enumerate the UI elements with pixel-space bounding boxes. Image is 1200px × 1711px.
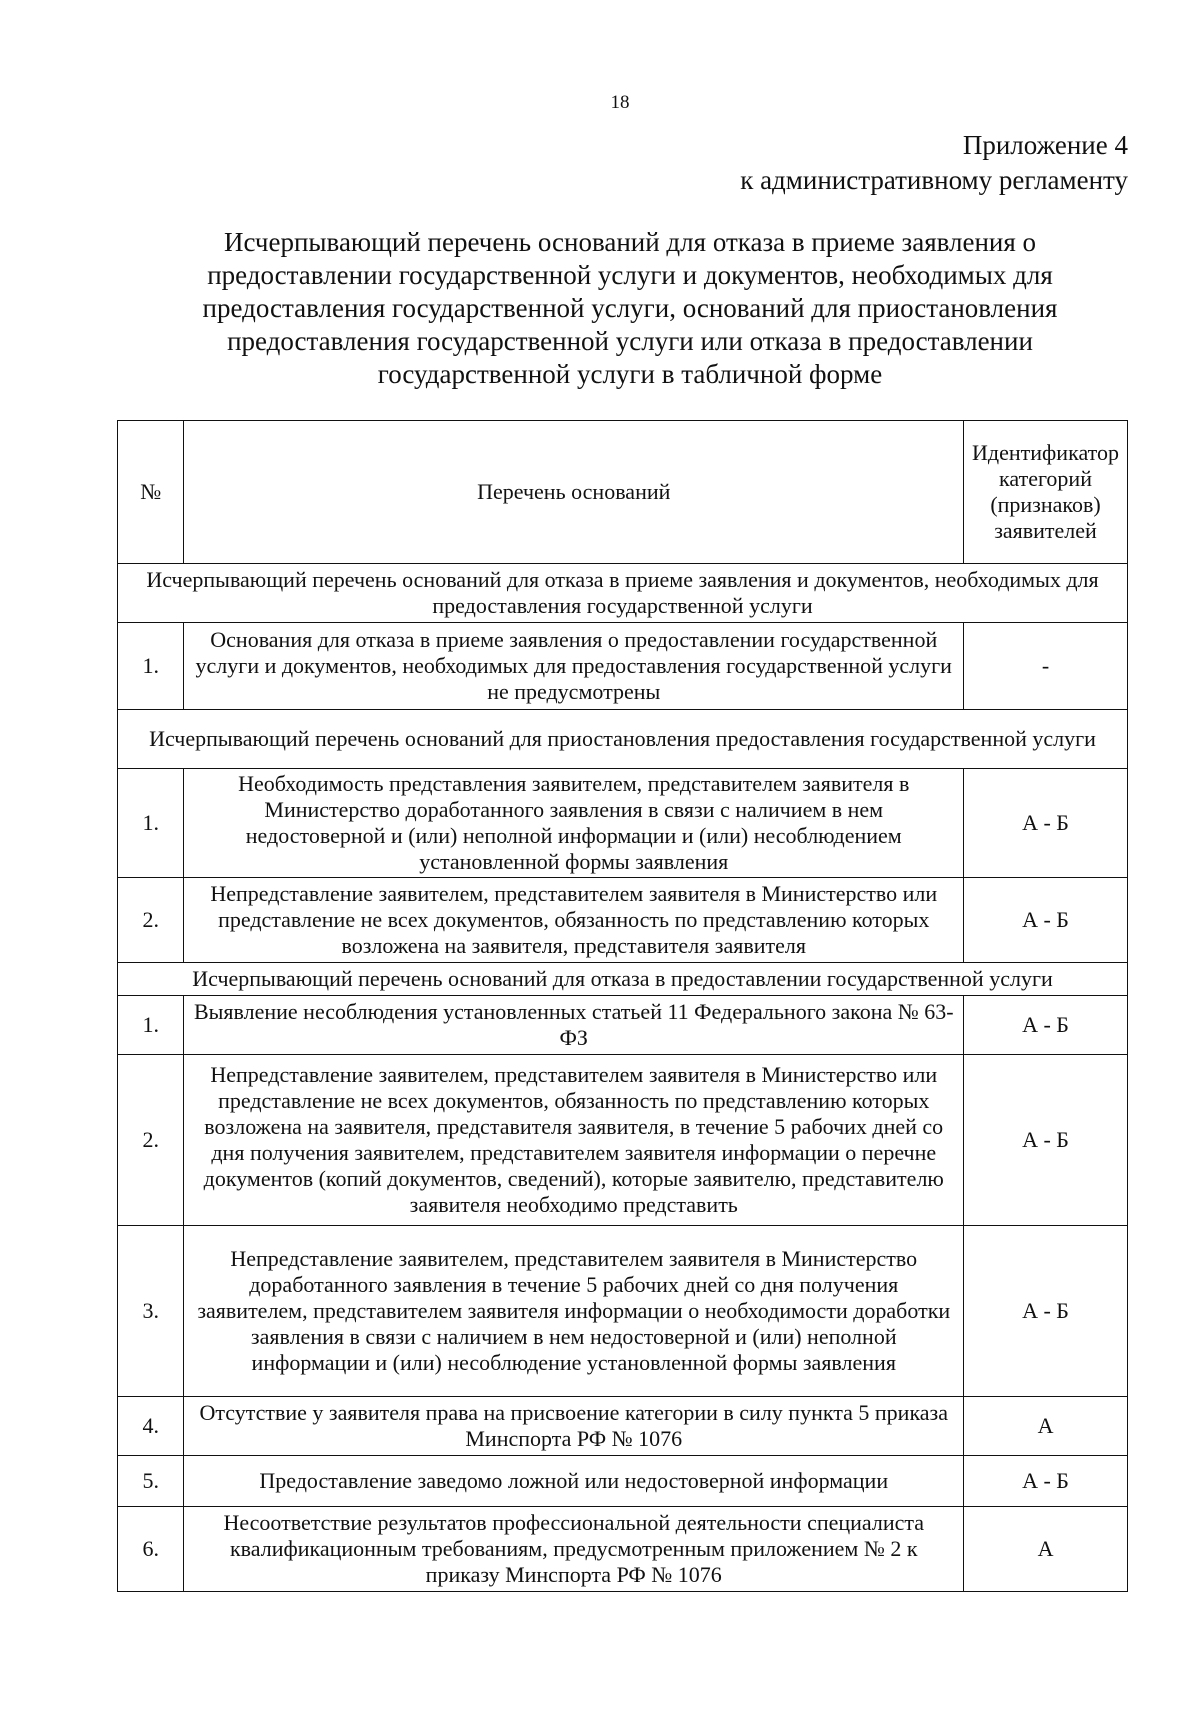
title-line-3: предоставления государственной услуги, оснований для приостановления [202,293,1058,323]
row-number: 1. [118,996,184,1055]
header-reasons: Перечень оснований [184,421,964,564]
row-number: 5. [118,1456,184,1507]
row-text: Непредставление заявителем, представителем заявителя в Министерство доработанного заявления в течение 5 рабочих дней со дня получения заявителем, представителем заявителя информации о необходимости доработки заявления в связи с наличием в нем недостоверной и (или) неполной информации и (или) несоблюдение установленной формы заявления [184,1226,964,1397]
row-number: 6. [118,1507,184,1592]
table-header-row [118,421,1128,564]
row-text: Непредставление заявителем, представителем заявителя в Министерство или представление не всех документов, обязанность по представлению которых возложена на заявителя, представителя заявителя [184,878,964,963]
row-number: 2. [118,878,184,963]
table-row [118,1397,1128,1456]
title-line-4: предоставления государственной услуги или отказа в предоставлении [227,326,1033,356]
row-identifier: А - Б [964,769,1128,878]
header-identifier: Идентификатор категорий (признаков) заявителей [964,421,1128,564]
row-number: 1. [118,769,184,878]
row-text: Необходимость представления заявителем, представителем заявителя в Министерство доработанного заявления в связи с наличием в нем недостоверной и (или) неполной информации и (или) несоблюдением установленной формы заявления [184,769,964,878]
table-row [118,623,1128,710]
header-number: № [118,421,184,564]
table-row [118,1456,1128,1507]
row-number: 2. [118,1055,184,1226]
section-row-suspension [118,710,1128,769]
title-line-5: государственной услуги в табличной форме [377,359,883,389]
row-identifier: А [964,1507,1128,1592]
row-text: Отсутствие у заявителя права на присвоение категории в силу пункта 5 приказа Минспорта РФ № 1076 [184,1397,964,1456]
table-row [118,769,1128,878]
row-identifier: - [964,623,1128,710]
row-text: Предоставление заведомо ложной или недостоверной информации [184,1456,964,1507]
row-text: Непредставление заявителем, представителем заявителя в Министерство или представление не всех документов, обязанность по представлению которых возложена на заявителя, представителя заявителя, в течение 5 рабочих дней со дня получения заявителем, представителем заявителя информации о перечне документов (копий документов, сведений), которые заявителю, представителю заявителя необходимо представить [184,1055,964,1226]
row-text: Несоответствие результатов профессиональной деятельности специалиста квалификационным требованиям, предусмотренным приложением № 2 к приказу Минспорта РФ № 1076 [184,1507,964,1592]
row-number: 1. [118,623,184,710]
reasons-table [117,420,1128,1592]
section-row-reception [118,564,1128,623]
row-identifier: А - Б [964,1055,1128,1226]
row-identifier: А [964,1397,1128,1456]
row-identifier: А - Б [964,1456,1128,1507]
table-row [118,996,1128,1055]
table-row [118,1055,1128,1226]
row-identifier: А - Б [964,996,1128,1055]
table-row [118,1507,1128,1592]
appendix-label [528,128,1128,198]
title-line-1: Исчерпывающий перечень оснований для отказа в приеме заявления о [223,227,1037,257]
section-title: Исчерпывающий перечень оснований для отказа в предоставлении государственной услуги [118,963,1128,996]
appendix-line-2: к административному регламенту [740,165,1128,195]
row-identifier: А - Б [964,1226,1128,1397]
section-title: Исчерпывающий перечень оснований для отказа в приеме заявления и документов, необходимых для предоставления государственной услуги [118,564,1128,623]
title-line-2: предоставлении государственной услуги и документов, необходимых для [207,260,1053,290]
page-number: 18 [610,92,630,113]
section-row-refusal [118,963,1128,996]
table-row [118,878,1128,963]
section-title: Исчерпывающий перечень оснований для приостановления предоставления государственной услуги [118,710,1128,769]
table-row [118,1226,1128,1397]
row-number: 3. [118,1226,184,1397]
row-identifier: А - Б [964,878,1128,963]
row-text: Выявление несоблюдения установленных статьей 11 Федерального закона № 63-ФЗ [184,996,964,1055]
appendix-line-1: Приложение 4 [962,130,1128,160]
document-title [140,226,1120,391]
row-text: Основания для отказа в приеме заявления о предоставлении государственной услуги и документов, необходимых для предоставления государственной услуги не предусмотрены [184,623,964,710]
row-number: 4. [118,1397,184,1456]
